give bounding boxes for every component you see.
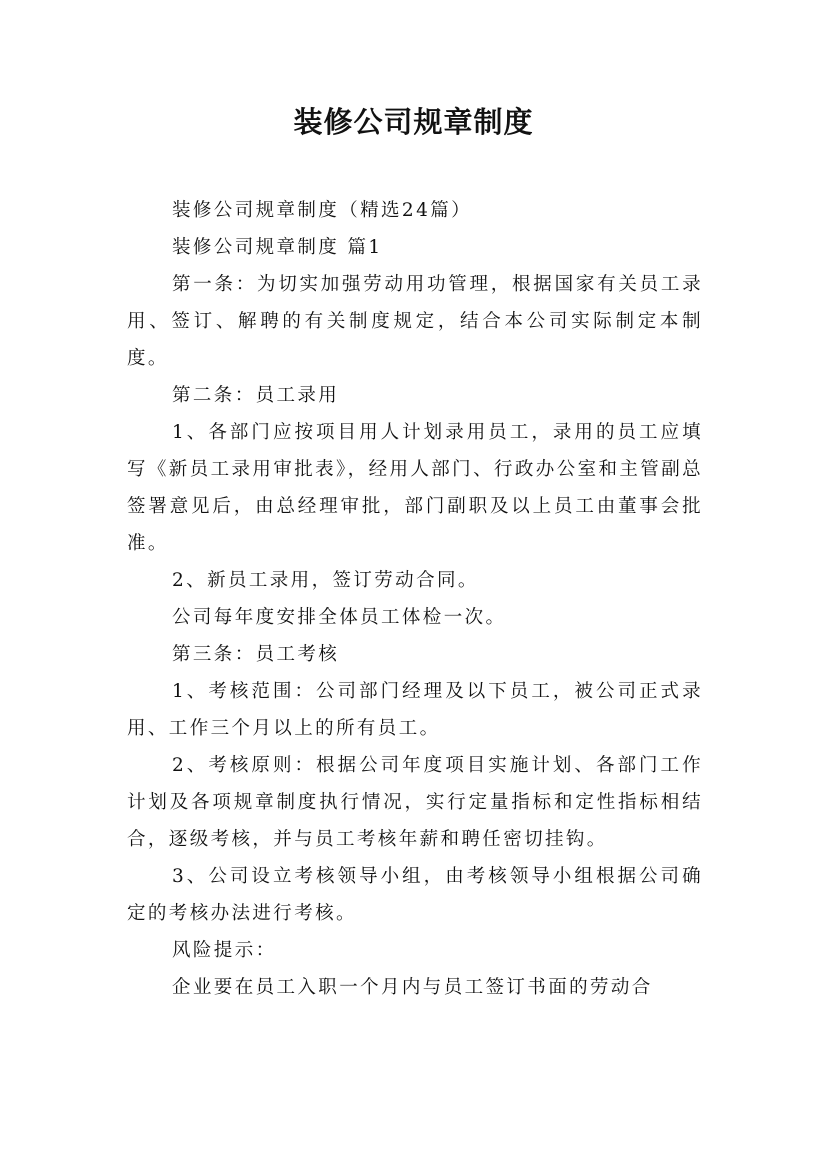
paragraph-article-3-item-1: 1、考核范围：公司部门经理及以下员工，被公司正式录用、工作三个月以上的所有员工。 bbox=[127, 681, 703, 739]
paragraph-health-check: 公司每年度安排全体员工体检一次。 bbox=[172, 607, 507, 628]
paragraph-article-1: 第一条：为切实加强劳动用功管理，根据国家有关员工录用、签订、解聘的有关制度规定，结合本公司实际制定本制度。 bbox=[127, 274, 703, 369]
paragraph-risk-heading: 风险提示： bbox=[172, 940, 277, 961]
paragraph-article-2-heading: 第二条：员工录用 bbox=[172, 385, 340, 406]
paragraph-section-heading: 装修公司规章制度 篇1 bbox=[172, 237, 383, 258]
paragraph-risk-text: 企业要在员工入职一个月内与员工签订书面的劳动合 bbox=[172, 977, 653, 998]
document-body bbox=[127, 192, 703, 1006]
paragraph-article-3-item-2: 2、考核原则：根据公司年度项目实施计划、各部门工作计划及各项规章制度执行情况，实行定量指标和定性指标相结合，逐级考核，并与员工考核年薪和聘任密切挂钩。 bbox=[127, 755, 703, 850]
paragraph-article-3-heading: 第三条：员工考核 bbox=[172, 644, 340, 665]
paragraph-article-2-item-2: 2、新员工录用，签订劳动合同。 bbox=[172, 570, 479, 591]
paragraph-article-3-item-3: 3、公司设立考核领导小组，由考核领导小组根据公司确定的考核办法进行考核。 bbox=[127, 866, 703, 924]
document-title: 装修公司规章制度 bbox=[293, 105, 534, 139]
paragraph-subtitle: 装修公司规章制度（精选24篇） bbox=[172, 200, 473, 221]
paragraph-article-2-item-1: 1、各部门应按项目用人计划录用员工，录用的员工应填写《新员工录用审批表》，经用人部门、行政办公室和主管副总签署意见后，由总经理审批，部门副职及以上员工由董事会批准。 bbox=[127, 422, 703, 554]
